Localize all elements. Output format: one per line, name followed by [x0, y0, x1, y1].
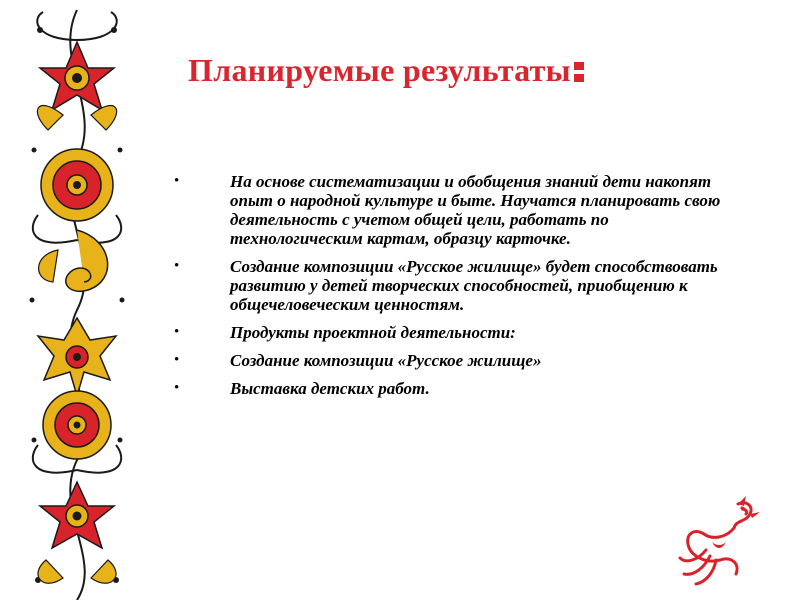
list-item-text: На основе систематизации и обобщения знаний дети накопят опыт о народной культуре и быте. Научатся планировать свою деятельность с учетом общей цели, работать по технологическим картам, образцу карточке. — [230, 172, 721, 248]
gold-leaf-icon — [39, 230, 108, 291]
bullet-list — [172, 172, 732, 407]
list-item-text: Продукты проектной деятельности: — [230, 323, 516, 342]
bullet-dot: • — [174, 173, 180, 189]
list-item — [172, 351, 732, 370]
title-colon-marker — [574, 62, 584, 82]
list-item — [172, 172, 732, 248]
slide-title-text: Планируемые результаты — [188, 52, 571, 88]
red-flower-icon — [43, 391, 111, 459]
gold-flower-icon — [38, 318, 116, 396]
list-item-text: Создание композиции «Русское жилище» — [230, 351, 542, 370]
list-item — [172, 257, 732, 314]
firebird-icon — [676, 494, 762, 586]
red-flower-icon — [40, 42, 114, 110]
list-item — [172, 379, 732, 398]
bullet-dot: • — [174, 258, 180, 274]
red-flower-icon — [41, 149, 113, 221]
bullet-dot: • — [174, 324, 180, 340]
list-item-text: Создание композиции «Русское жилище» будет способствовать развитию у детей творческих способностей, приобщению к общечеловеческим ценностям. — [230, 257, 718, 314]
list-item-text: Выставка детских работ. — [230, 379, 430, 398]
bullet-dot: • — [174, 380, 180, 396]
bullet-dot: • — [174, 352, 180, 368]
red-flower-icon — [40, 482, 114, 548]
list-item — [172, 323, 732, 342]
slide-title — [188, 52, 708, 89]
khokhloma-floral-border — [18, 0, 136, 600]
